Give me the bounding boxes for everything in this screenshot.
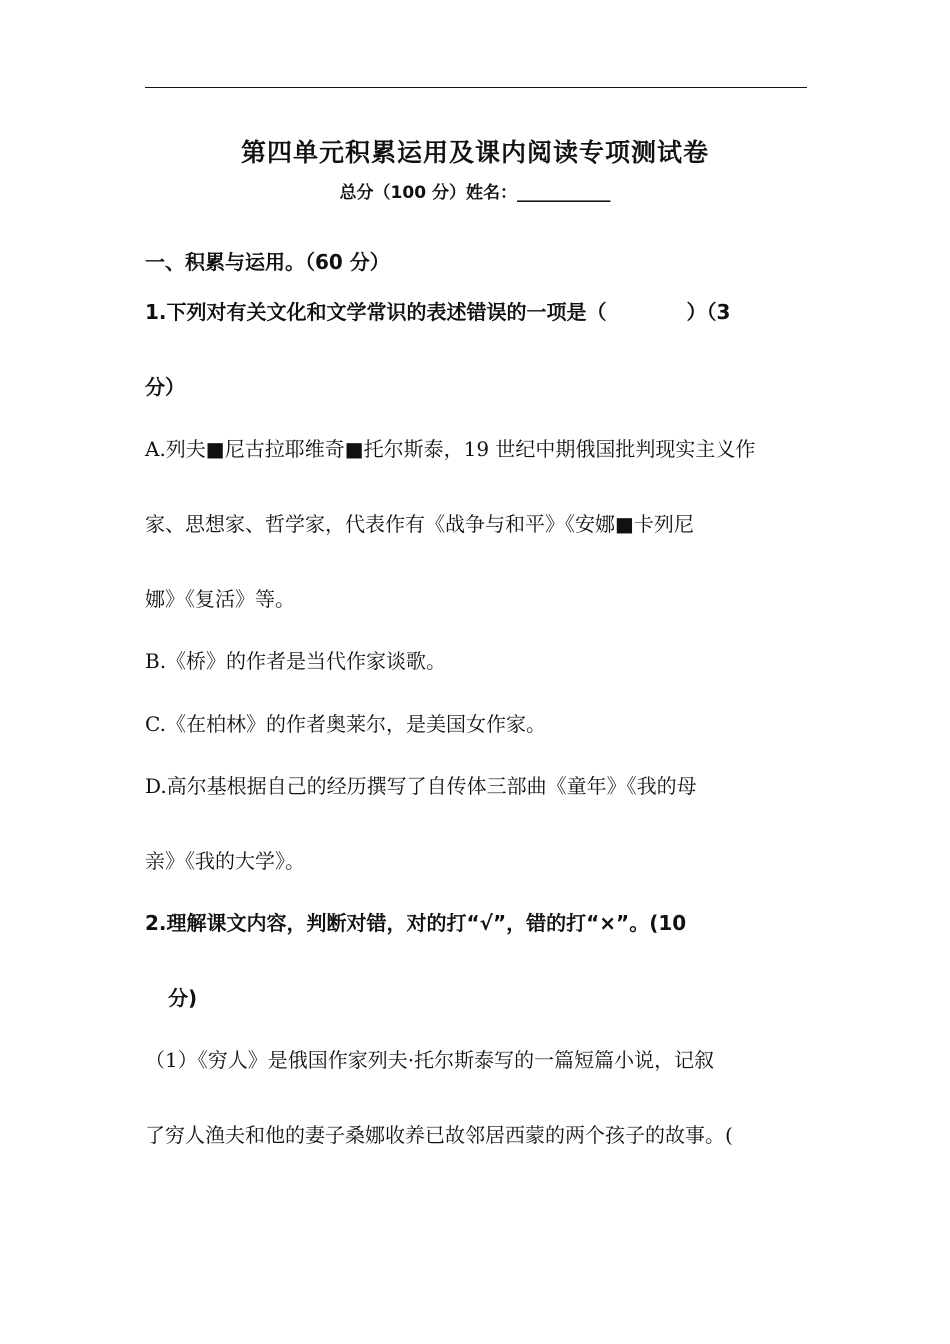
question-1-stem-cont: 分）: [145, 375, 185, 399]
option-d: D.高尔基根据自己的经历撰写了自传体三部曲《童年》《我的母: [145, 774, 697, 798]
option-d-cont: 亲》《我的大学》。: [145, 849, 305, 873]
score-name-line: 总分（100 分）姓名：___________: [339, 183, 611, 203]
option-a-cont-2: 娜》《复活》等。: [145, 587, 295, 611]
question-1-stem: 1.下列对有关文化和文学常识的表述错误的一项是（ ）（3: [145, 300, 731, 324]
question-2-item-1: （1）《穷人》是俄国作家列夫·托尔斯泰写的一篇短篇小说，记叙: [145, 1048, 715, 1072]
question-2-stem-cont: 分): [168, 986, 198, 1010]
option-b: B.《桥》的作者是当代作家谈歌。: [145, 649, 447, 673]
question-2-stem: 2.理解课文内容，判断对错，对的打“√”，错的打“×”。(10: [145, 911, 687, 935]
header-rule: [145, 87, 807, 88]
page-title: 第四单元积累运用及课内阅读专项测试卷: [240, 138, 709, 167]
question-2-item-1-cont: 了穷人渔夫和他的妻子桑娜收养已故邻居西蒙的两个孩子的故事。(: [145, 1123, 733, 1147]
section-heading: 一、积累与运用。（60 分）: [145, 250, 390, 274]
option-a-cont: 家、思想家、哲学家，代表作有《战争与和平》《安娜■卡列尼: [145, 512, 694, 536]
option-a: A.列夫■尼古拉耶维奇■托尔斯泰，19 世纪中期俄国批判现实主义作: [145, 437, 756, 461]
option-c: C.《在柏林》的作者奥莱尔，是美国女作家。: [145, 712, 546, 736]
